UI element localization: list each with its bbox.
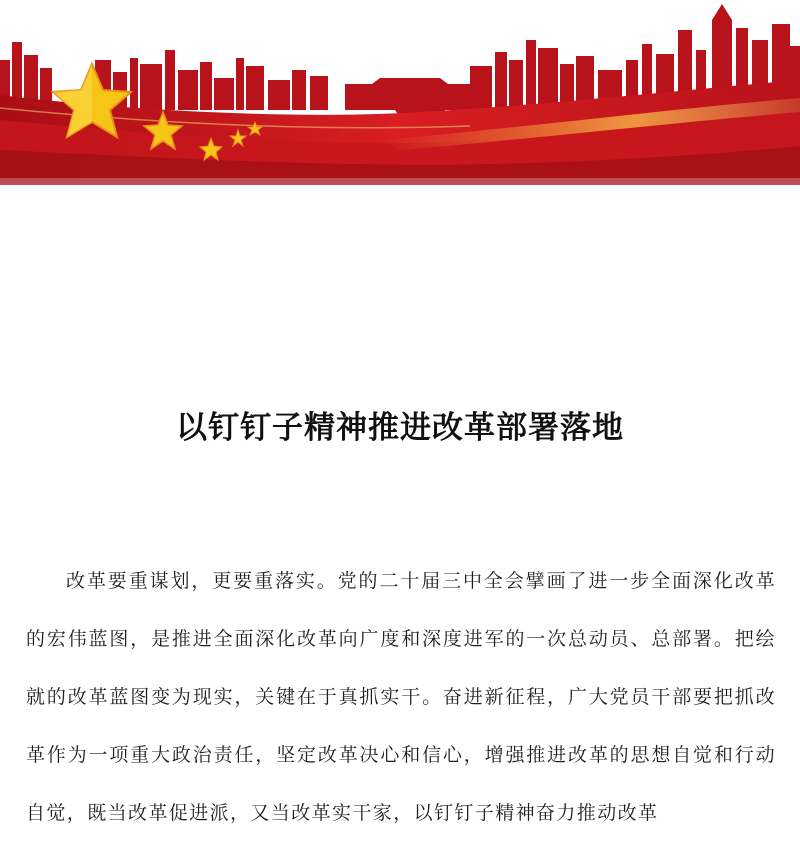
body-paragraph: 改革要重谋划，更要重落实。党的二十届三中全会擘画了进一步全面深化改革的宏伟蓝图，是推进全面深化改革向广度和深度进军的一次总动员、总部署。把绘就的改革蓝图变为现实，关键在于真抓实干。奋进新征程，广大党员干部要把抓改革作为一项重大政治责任，坚定改革决心和信心，增强推进改革的思想自觉和行动自觉，既当改革促进派，又当改革实干家，以钉钉子精神奋力推动改革 bbox=[26, 570, 776, 824]
banner-artwork bbox=[0, 0, 800, 185]
document-title: 以钉钉子精神推进改革部署落地 bbox=[176, 410, 624, 446]
header-banner bbox=[0, 0, 800, 185]
